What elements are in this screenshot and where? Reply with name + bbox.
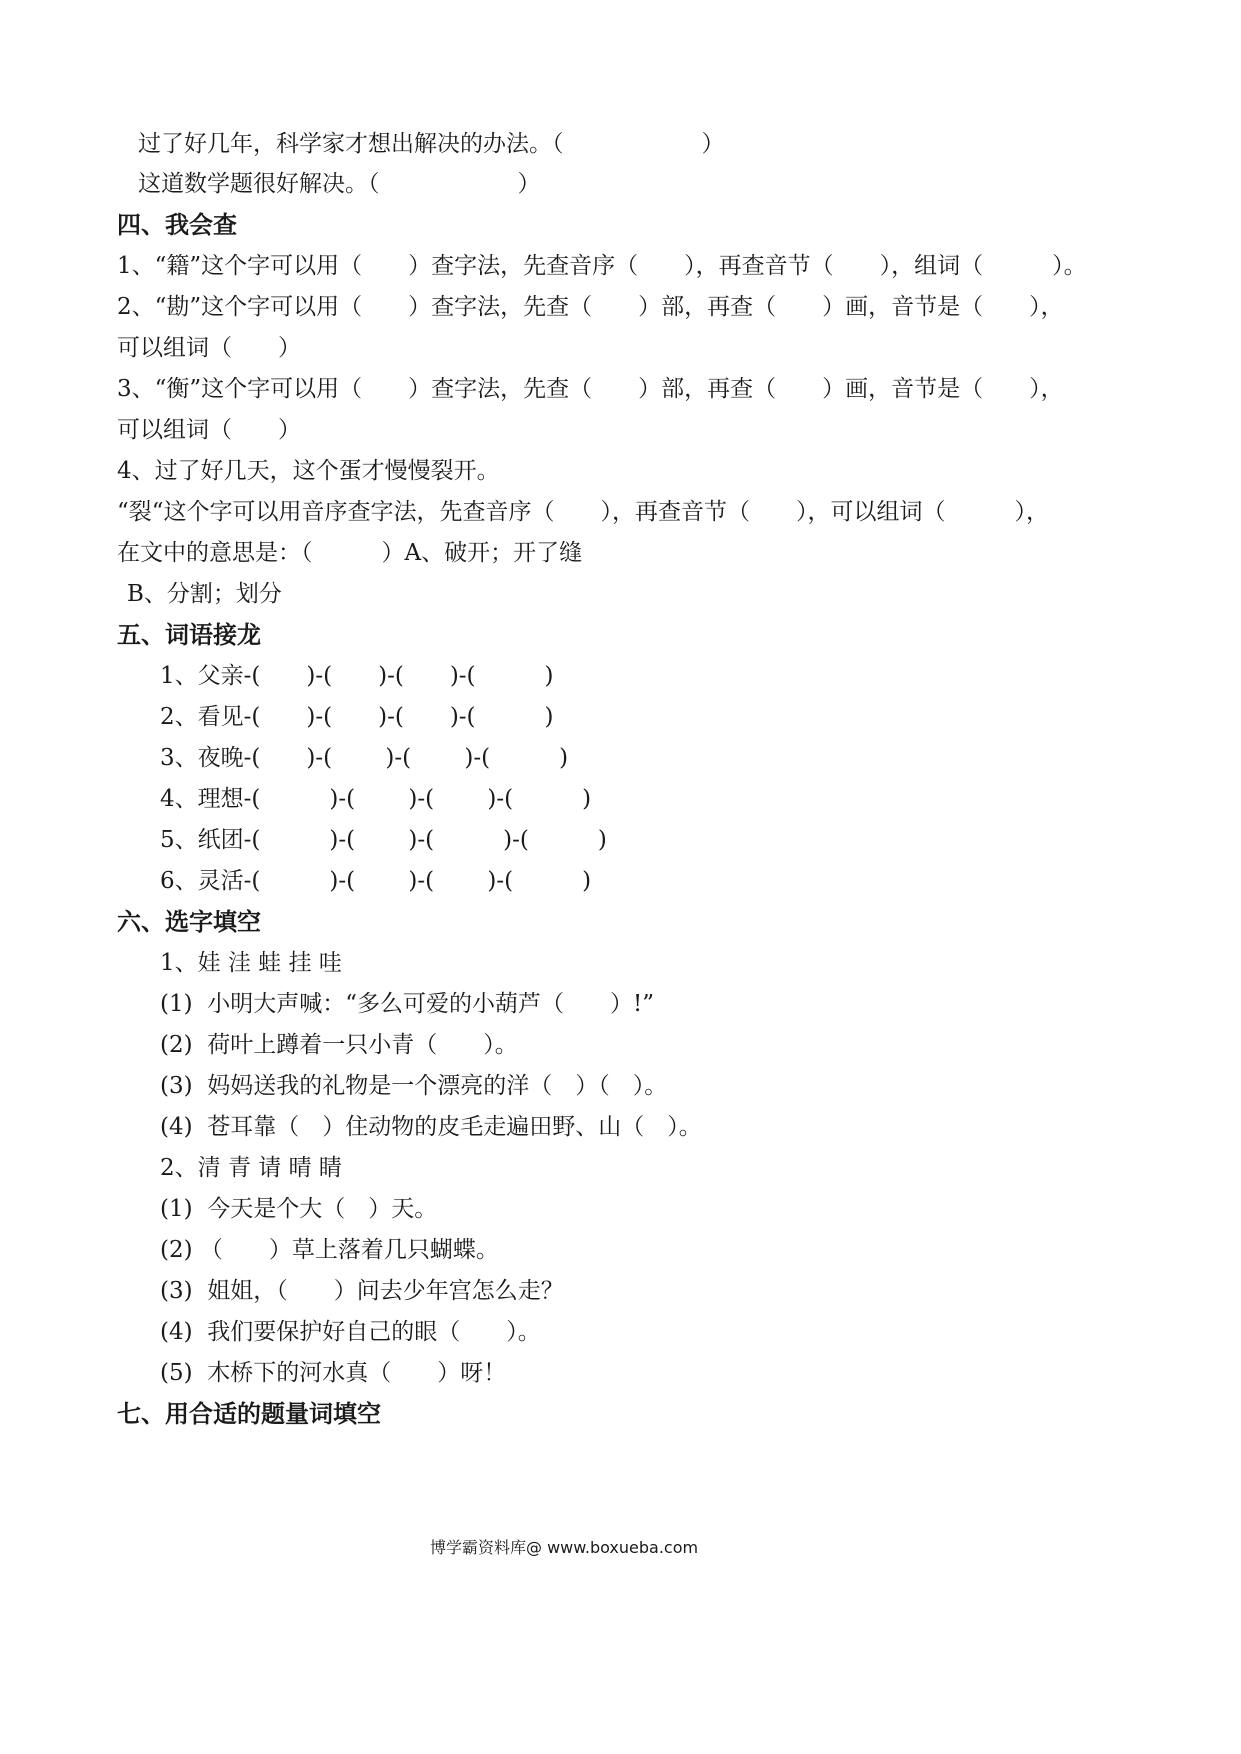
word-chain-item: 6、灵活-( )-( )-( )-( ) bbox=[160, 868, 592, 894]
fill-in-item: (3) 姐姐，（ ）问去少年宫怎么走？ bbox=[160, 1278, 564, 1304]
section-4-line: 2、“勘”这个字可以用（ ）查字法，先查（ ）部，再查（ ）画，音节是（ ）， bbox=[117, 294, 1064, 320]
fill-in-item: (1) 小明大声喊：“多么可爱的小葫芦（ ）!” bbox=[160, 991, 654, 1017]
fill-in-item: (5) 木桥下的河水真（ ）呀！ bbox=[160, 1360, 507, 1386]
section-4-line: 4、过了好几天，这个蛋才慢慢裂开。 bbox=[117, 458, 500, 484]
character-choices: 1、娃 洼 蛙 挂 哇 bbox=[160, 950, 342, 976]
footer-watermark: 博学霸资料库@ www.boxueba.com bbox=[430, 1538, 699, 1557]
fill-in-item: (3) 妈妈送我的礼物是一个漂亮的洋（ ）（ ）。 bbox=[160, 1073, 668, 1099]
fill-in-item: (4) 苍耳靠（ ）住动物的皮毛走遍田野、山（ ）。 bbox=[160, 1114, 702, 1140]
word-chain-item: 5、纸团-( )-( )-( )-( ) bbox=[160, 827, 607, 853]
section-4-line: B、分割；划分 bbox=[127, 581, 282, 607]
section-7-heading: 七、用合适的题量词填空 bbox=[117, 1399, 381, 1428]
section-4-line: 1、“籍”这个字可以用（ ）查字法，先查音序（ ），再查音节（ ），组词（ ）。 bbox=[117, 253, 1087, 279]
intro-line: 过了好几年，科学家才想出解决的办法。（ ） bbox=[138, 131, 725, 157]
word-chain-item: 3、夜晚-( )-( )-( )-( ) bbox=[160, 745, 569, 771]
word-chain-item: 1、父亲-( )-( )-( )-( ) bbox=[160, 663, 554, 689]
word-chain-item: 4、理想-( )-( )-( )-( ) bbox=[160, 786, 592, 812]
section-4-line: 3、“衡”这个字可以用（ ）查字法，先查（ ）部，再查（ ）画，音节是（ ）， bbox=[117, 376, 1064, 402]
section-5-heading: 五、词语接龙 bbox=[117, 620, 261, 649]
word-chain-item: 2、看见-( )-( )-( )-( ) bbox=[160, 704, 554, 730]
section-4-heading: 四、我会查 bbox=[117, 210, 237, 239]
section-4-line: 可以组词（ ） bbox=[117, 335, 301, 361]
intro-line: 这道数学题很好解决。（ ） bbox=[138, 171, 541, 197]
fill-in-item: (2) 荷叶上蹲着一只小青（ ）。 bbox=[160, 1032, 518, 1058]
section-4-line: “裂“这个字可以用音序查字法，先查音序（ ），再查音节（ ），可以组词（ ）， bbox=[117, 499, 1050, 525]
fill-in-item: (4) 我们要保护好自己的眼（ ）。 bbox=[160, 1319, 541, 1345]
fill-in-item: (2) （ ）草上落着几只蝴蝶。 bbox=[160, 1237, 499, 1263]
fill-in-item: (1) 今天是个大（ ）天。 bbox=[160, 1196, 438, 1222]
section-6-heading: 六、选字填空 bbox=[117, 907, 261, 936]
section-4-line: 在文中的意思是：（ ）A、破开；开了缝 bbox=[117, 540, 583, 566]
character-choices: 2、清 青 请 晴 睛 bbox=[160, 1155, 342, 1181]
section-4-line: 可以组词（ ） bbox=[117, 417, 301, 443]
